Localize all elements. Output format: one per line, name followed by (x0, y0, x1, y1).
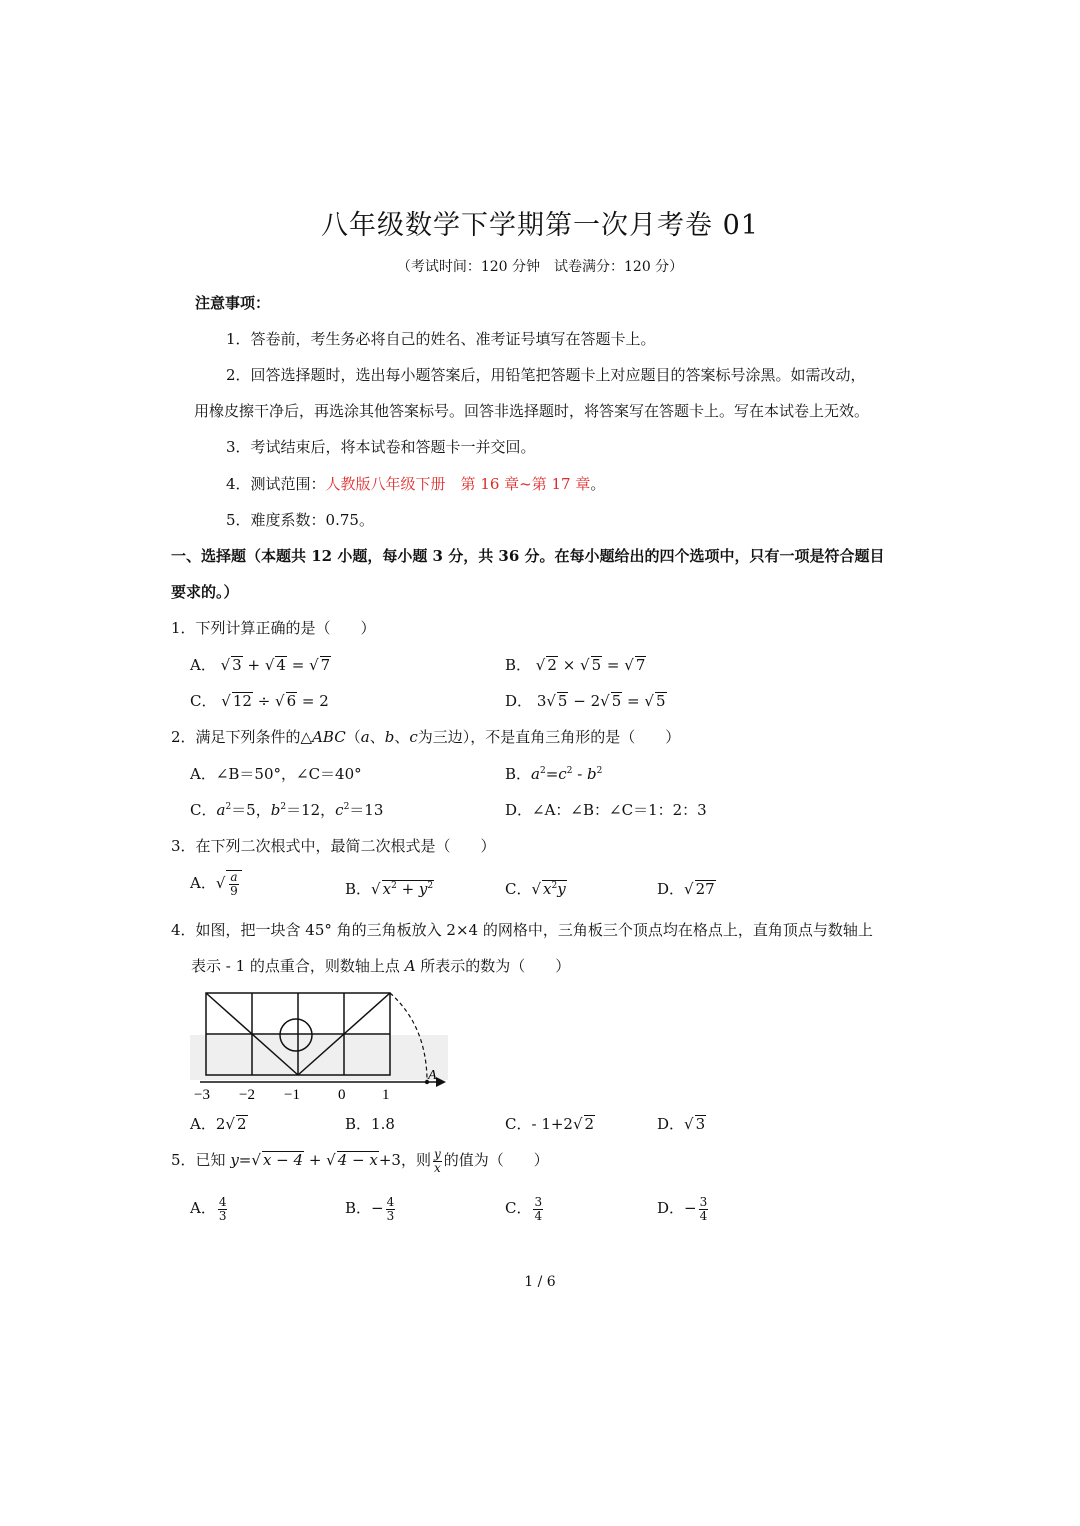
notice-item-3: 3．考试结束后，将本试卷和答题卡一并交回。 (226, 438, 536, 456)
section-heading: 一、选择题（本题共 12 小题，每小题 3 分，共 36 分。在每小题给出的四个选项中，只有一项是符合题目 (171, 547, 885, 565)
q4-option-b: B．1.8 (345, 1115, 395, 1133)
q4-stem-cont: 表示 - 1 的点重合，则数轴上点 A 所表示的数为（ ） (191, 957, 571, 975)
figure-shadow (190, 1035, 448, 1080)
tick-label: 0 (338, 1087, 346, 1103)
page-number: 1 / 6 (524, 1274, 556, 1290)
q2-option-b: B．$a^2=c^2 - b^2$ (505, 765, 603, 783)
q3-option-b: B．√ $x^2 + y^2$ (345, 880, 434, 898)
q3-stem: 3．在下列二次根式中，最简二次根式是（ ） (171, 837, 496, 855)
q4-option-a: A．2√ 2 (190, 1115, 247, 1133)
exam-info: （考试时间：120 分钟 试卷满分：120 分） (396, 259, 684, 275)
notice-item-2-cont: 用橡皮擦干净后，再选涂其他答案标号。回答非选择题时，将答案写在答题卡上。写在本试卷上无效。 (194, 402, 870, 420)
q2-stem: 2．满足下列条件的△ABC（a、b、c为三边），不是直角三角形的是（ ） (171, 728, 681, 746)
q3-option-c: C．√ $x^2y$ (505, 880, 566, 898)
q2-option-c: C．$a^2=5$，$b^2=12$，$c^2=13$ (190, 801, 384, 819)
q2-option-d: D．∠A：∠B：∠C＝1：2：3 (505, 801, 707, 819)
page-title: 八年级数学下学期第一次月考卷 01 (321, 210, 759, 241)
q3-option-d: D．√ 27 (657, 880, 715, 898)
notice-item-2: 2．回答选择题时，选出每小题答案后，用铅笔把答题卡上对应题目的答案标号涂黑。如需改动， (226, 366, 866, 384)
q5-option-a: A． $\frac{4}{3}$ (190, 1195, 227, 1223)
q1-option-a: A． √ 3 + √ 4 = √ 7 (190, 656, 331, 674)
q1-option-c: C． √ 12 ÷ √ 6 = 2 (190, 692, 329, 710)
notice-item-5: 5．难度系数：0.75。 (226, 511, 374, 529)
q1-option-d: D． 3√ 5 − 2√ 5 = √ 5 (505, 692, 666, 710)
tick-label: −3 (194, 1087, 210, 1103)
tick-label: 1 (382, 1087, 390, 1103)
q1-stem: 1．下列计算正确的是（ ） (171, 619, 376, 637)
q4-option-d: D．√ 3 (657, 1115, 706, 1133)
tick-label: −2 (239, 1087, 255, 1103)
q3-option-a: A．√ $\frac{a}{9}$ (190, 870, 242, 897)
q2-option-a: A．∠B＝50°，∠C＝40° (190, 765, 362, 783)
notice-heading: 注意事项： (195, 294, 271, 312)
point-a-label: A (428, 1068, 437, 1083)
q5-stem: 5．已知 y=√ x − 4 + √ 4 − x+3，则 $\frac{y}{x}$ 的值为（ ） (171, 1147, 549, 1175)
q5-option-c: C． $\frac{3}{4}$ (505, 1195, 543, 1223)
q5-option-b: B．− $\frac{4}{3}$ (345, 1195, 395, 1223)
tick-label: −1 (284, 1087, 300, 1103)
q5-option-d: D．− $\frac{3}{4}$ (657, 1195, 708, 1223)
axis-tick-labels (194, 1087, 390, 1103)
q1-option-b: B． √ 2 × √ 5 = √ 7 (505, 656, 646, 674)
notice-item-4: 4．测试范围：人教版八年级下册 第 16 章~第 17 章。 (226, 475, 606, 493)
q4-stem: 4．如图，把一块含 45° 角的三角板放入 2×4 的网格中，三角板三个顶点均在格点上，直角顶点与数轴上 (171, 921, 873, 939)
grid-figure (190, 985, 460, 1105)
q4-option-c: C．- 1+2√ 2 (505, 1115, 595, 1133)
test-scope: 人教版八年级下册 第 16 章~第 17 章 (325, 475, 591, 493)
section-heading-cont: 要求的。） (171, 583, 239, 601)
notice-item-1: 1．答卷前，考生务必将自己的姓名、准考证号填写在答题卡上。 (226, 330, 656, 348)
